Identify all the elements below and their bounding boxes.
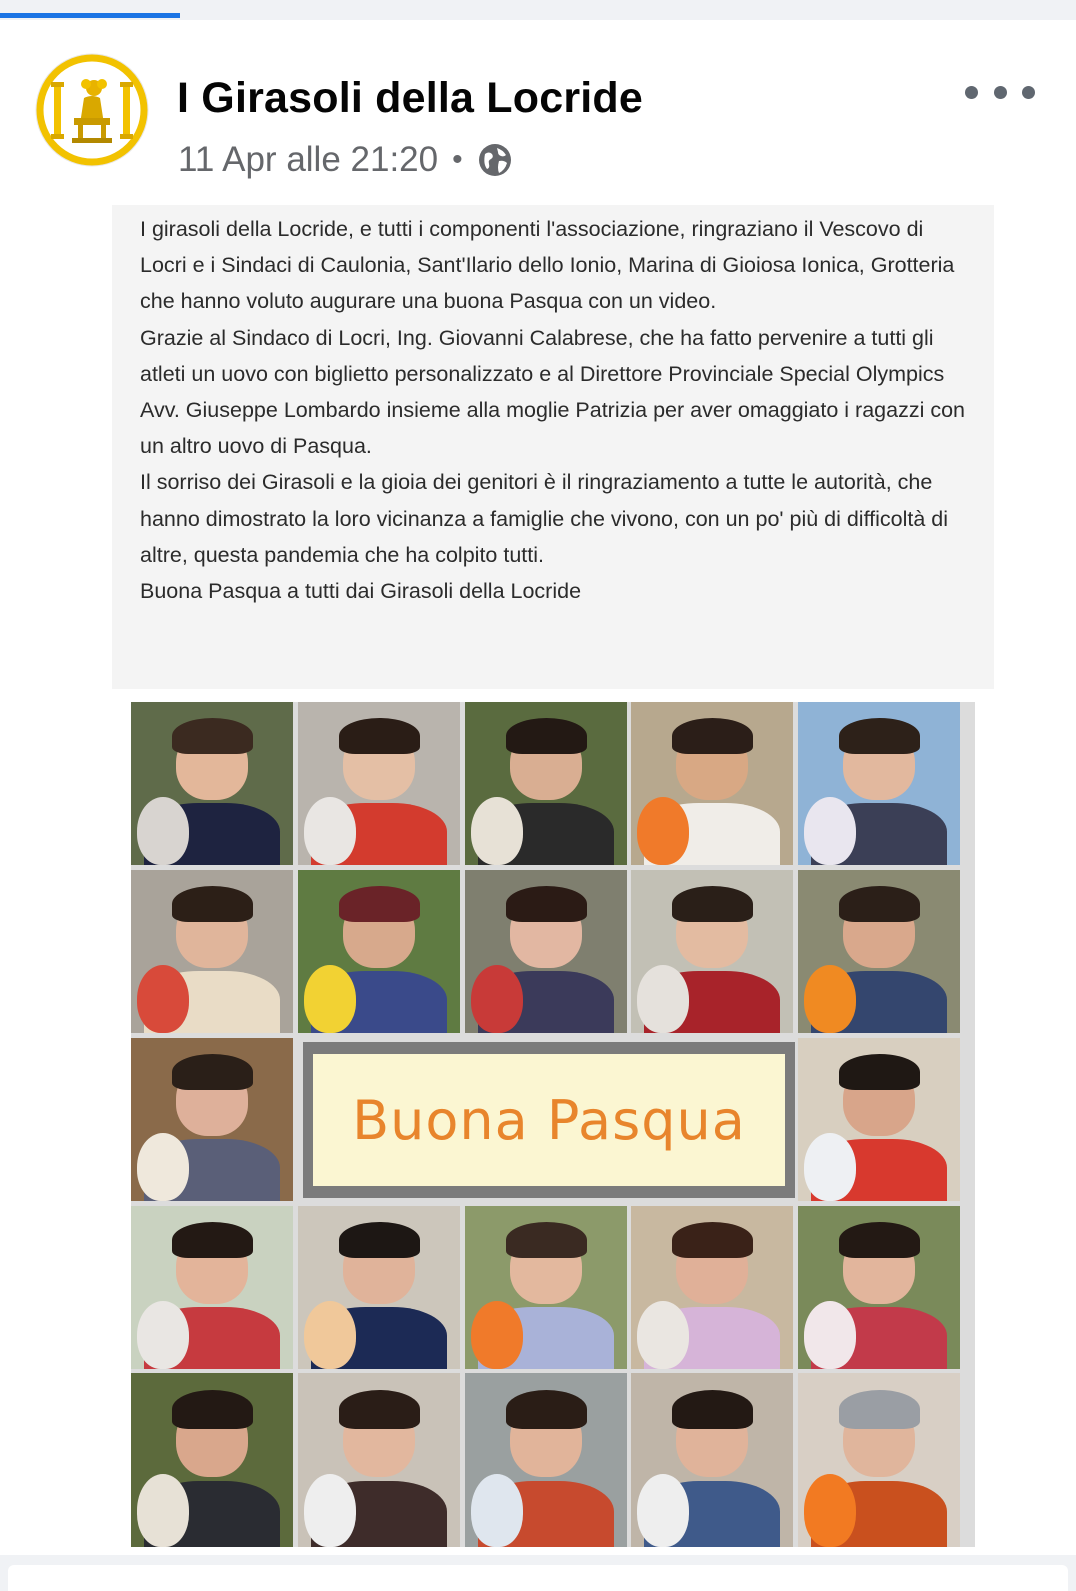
post-meta [178, 140, 513, 180]
collage-photo [298, 1206, 460, 1369]
collage-photo [465, 1373, 627, 1547]
globe-icon[interactable] [477, 142, 513, 178]
easter-banner [303, 1042, 795, 1198]
more-options-icon[interactable] [965, 70, 1035, 114]
collage-photo [631, 1373, 793, 1547]
collage-photo [798, 1206, 960, 1369]
collage-photo [131, 870, 293, 1033]
loading-progress-fill [0, 13, 180, 18]
image-paragraph: Grazie al Sindaco di Locri, Ing. Giovanni Calabrese, che ha fatto pervenire a tutti gli atleti un uovo con biglietto personalizzato e al Direttore Provinciale Special Olympics Avv. Giuseppe Lombardo insieme alla moglie Patrizia per aver omaggiato i ragazzi con un altro uovo di Pasqua. [140, 325, 965, 459]
collage-photo [131, 1038, 293, 1201]
bottom-bar [0, 1555, 1076, 1591]
banner-text: Buona Pasqua [352, 1088, 746, 1152]
collage-photo [131, 702, 293, 865]
image-paragraph: Il sorriso dei Girasoli e la gioia dei genitori è il ringraziamento a tutte le autorità, che hanno dimostrato la loro vicinanza a famiglie che vivono, con un po' più di difficoltà di altre, questa pandemia che ha colpito tutti. [140, 470, 949, 567]
collage-photo [465, 702, 627, 865]
post-header [0, 20, 1076, 205]
collage-photo [465, 870, 627, 1033]
collage-photo [298, 1373, 460, 1547]
collage-photo [798, 1373, 960, 1547]
loading-progress-bar [0, 0, 1076, 20]
photo-collage [131, 702, 975, 1547]
collage-photo [131, 1206, 293, 1369]
meta-separator: • [452, 143, 463, 176]
collage-photo [631, 870, 793, 1033]
image-paragraph: Buona Pasqua a tutti dai Girasoli della Locride [140, 579, 582, 604]
collage-photo [798, 1038, 960, 1201]
girasoli-logo [34, 52, 150, 168]
collage-photo [465, 1206, 627, 1369]
collage-photo [298, 870, 460, 1033]
image-paragraph: I girasoli della Locride, e tutti i componenti l'associazione, ringraziano il Vescovo di Locri e i Sindaci di Caulonia, Sant'Ilario dello Ionio, Marina di Gioiosa Ionica, Grotteria che hanno voluto augurare una buona Pasqua con un video. [140, 217, 955, 314]
collage-photo [798, 702, 960, 865]
collage-photo [298, 702, 460, 865]
bottom-sheet-edge [8, 1565, 1068, 1591]
image-text-block [112, 205, 994, 689]
page-name-link[interactable]: I Girasoli della Locride [177, 74, 644, 122]
collage-photo [631, 1206, 793, 1369]
post-image[interactable] [0, 205, 1076, 1555]
collage-photo [631, 702, 793, 865]
collage-photo [798, 870, 960, 1033]
page-avatar[interactable] [34, 52, 150, 168]
post-timestamp[interactable]: 11 Apr alle 21:20 [178, 140, 439, 179]
collage-photo [131, 1373, 293, 1547]
